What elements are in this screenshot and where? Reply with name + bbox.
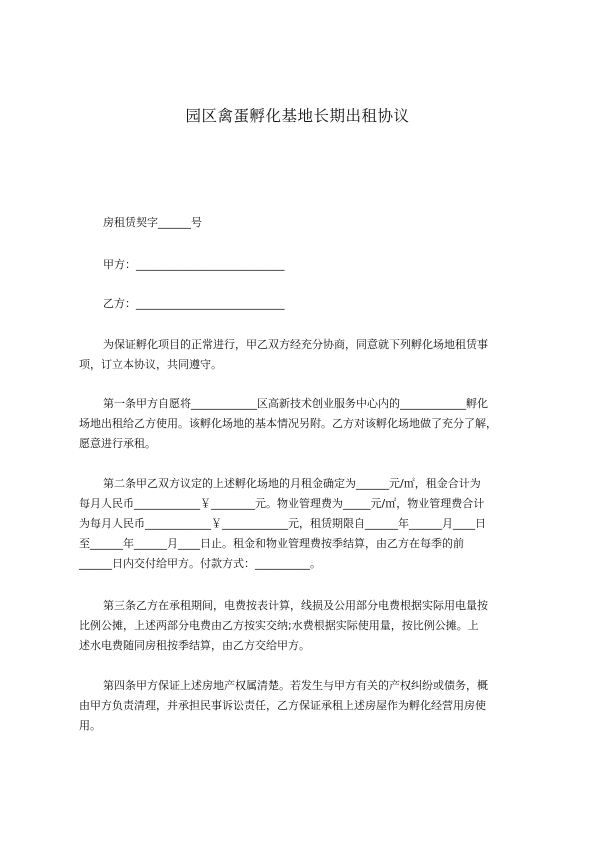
intro-line: 项，订立本协议，共同遵守。	[79, 358, 222, 371]
article-4-paragraph	[79, 676, 527, 736]
article-1-line: 愿意进行承租。	[79, 437, 156, 450]
intro-paragraph	[79, 335, 527, 375]
article-2-line: 每月人民币____________￥________元。物业管理费为_____元/㎡，物业管理费合计	[79, 497, 485, 510]
article-2-line: 第二条甲乙双方议定的上述孵化场地的月租金确定为______元/㎡，租金合计为	[103, 477, 481, 490]
party-a-line: 甲方：___________________________	[103, 258, 285, 271]
article-1-line: 场地出租给乙方使用。该孵化场地的基本情况另附。乙方对该孵化场地做了充分了解，	[79, 417, 497, 430]
article-4-line: 第四条甲方保证上述房地产权属清楚。若发生与甲方有关的产权纠纷或债务，概	[103, 679, 488, 692]
article-4-line: 由甲方负责清理，并承担民事诉讼责任，乙方保证承租上述房屋作为孵化经营用房使	[79, 699, 486, 712]
article-2-paragraph	[79, 474, 527, 574]
document-title: 园区禽蛋孵化基地长期出租协议	[185, 107, 410, 125]
article-4-line: 用。	[79, 719, 101, 732]
article-2-line: 为每月人民币____________￥____________元，租赁期限自______年______月____日	[79, 517, 486, 530]
article-2-line: 至______年______月____日止。租金和物业管理费按季结算，由乙方在每季的前	[79, 537, 464, 550]
article-1-paragraph	[79, 394, 527, 454]
article-1-line: 第一条甲方自愿将____________区高新技术创业服务中心内的____________孵化	[103, 397, 488, 410]
article-3-line: 第三条乙方在承租期间，电费按表计算，线损及公用部分电费根据实际用电量按	[103, 599, 488, 612]
intro-line: 为保证孵化项目的正常进行，甲乙双方经充分协商，同意就下列孵化场地租赁事	[103, 338, 488, 351]
party-b-line: 乙方：___________________________	[103, 297, 285, 310]
article-3-paragraph	[79, 596, 527, 656]
article-3-line: 述水电费随同房租按季结算，由乙方交给甲方。	[79, 639, 310, 652]
contract-number-line: 房租赁契字______号	[103, 216, 202, 229]
article-3-line: 比例公摊，上述两部分电费由乙方按实交纳;水费根据实际使用量，按比例公摊。上	[79, 619, 479, 632]
article-2-line: ______日内交付给甲方。付款方式：__________。	[79, 557, 321, 570]
